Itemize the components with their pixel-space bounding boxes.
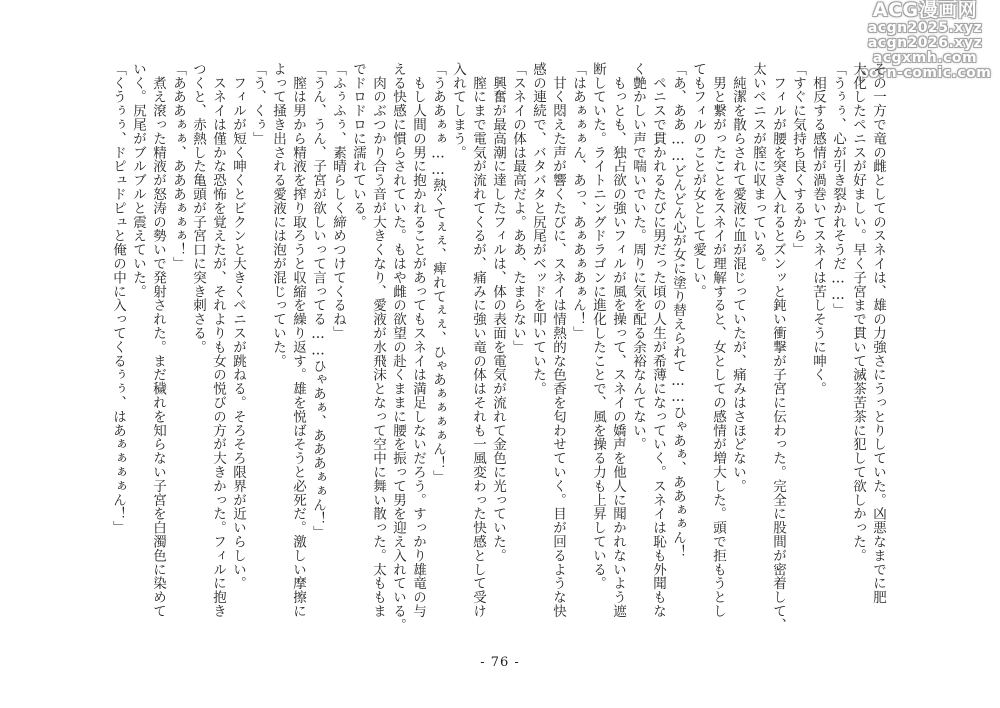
text-line: ペニスで貫かれるたびに男だった頃の人生が希薄になっていく。スネイは恥も外聞もな xyxy=(650,62,666,618)
text-line: 膣は男から精液を搾り取ろうと収縮を繰り返す。雄を悦ばそうと必死だ。激しい摩擦に xyxy=(290,62,306,618)
text-line: 太いペニスが膣に収まっている。 xyxy=(750,62,766,271)
text-line: フィルが腰を突き入れるとズンッと鈍い衝撃が子宮に伝わった。完全に股間が密着して、 xyxy=(770,62,786,632)
text-line: 感の連続で、バタバタと尻尾がベッドを叩いていた。 xyxy=(530,62,546,396)
text-line: もし人間の男に抱かれることがあってもスネイは満足しないだろう。すっかり雄竜の与 xyxy=(410,62,426,618)
text-line: 「うん、うん、子宮が欲しいって言ってる……ひゃあぁ、あああぁぁん！」 xyxy=(310,62,326,540)
text-line: つくと、赤熱した亀頭が子宮口に突き刺さる。 xyxy=(190,62,206,354)
text-line: 「すぐに気持ち良くするから」 xyxy=(790,62,806,257)
text-line: フィルが短く呻くとビクンと大きくペニスが跳ねる。そろそろ限界が近いらしい。 xyxy=(230,62,246,591)
text-line: 煮え滾った精液が怒涛の勢いで発射された。まだ穢れを知らない子宮を白濁色に染めて xyxy=(150,62,166,618)
text-line: 「うぅぅ、心が引き裂かれそうだ……」 xyxy=(830,62,846,318)
text-line: 「くうぅぅ、ドピュドピュと俺の中に入ってくるぅぅ、はあぁぁぁぁん！」 xyxy=(110,62,126,535)
text-line: 甘く悶えた声が響くたびに、スネイは情熱的な色香を匂わせていく。目が回るような快 xyxy=(550,62,566,618)
text-line: 「うああぁぁ……熱くてぇぇ、痺れてぇぇ、ひゃあぁぁぁぁん！」 xyxy=(430,62,446,484)
watermark-line: porn-comic.com xyxy=(858,65,992,81)
vertical-text-block xyxy=(108,62,888,654)
watermark-line: acgxmh.com xyxy=(872,50,978,66)
text-line: 純潔を散らされて愛液に血が混じっていたが、痛みはさほどない。 xyxy=(730,62,746,493)
text-line: てもフィルのことが女として愛しい。 xyxy=(690,62,706,299)
text-line: でドロドロに濡れている。 xyxy=(350,62,366,229)
text-line: く艶かしい声で喘いでいた。周りに気を配る余裕なんてない。 xyxy=(630,62,646,452)
text-line: いく。尻尾がブルブルと震えていた。 xyxy=(130,62,146,299)
text-line: 相反する感情が渦巻いてスネイは苦しそうに呻く。 xyxy=(810,62,826,396)
text-line: 膣にまで電気が流れてくるが、痛みに強い竜の体はそれも一風変わった快感として受け xyxy=(470,62,486,618)
text-line: える快感に慣らされていた。もはや雌の欲望の赴くままに腰を振って男を迎え入れている。 xyxy=(390,62,406,632)
text-line: 「ふぅふぅ、素晴らしく締めつけてくるね」 xyxy=(330,62,346,340)
text-line: 入れてしまう。 xyxy=(450,62,466,160)
watermark-line: acgn2026.xyz xyxy=(867,35,983,51)
watermark-line: ACG漫画网 xyxy=(872,0,978,21)
text-line: 「う、くぅ」 xyxy=(250,62,266,146)
text-line: 肉のぶつかり合う音が大きくなり、愛液が水飛沫となって空中に舞い散った。太ももま xyxy=(370,62,386,618)
watermark-line: acgn2025.xyz xyxy=(867,20,983,36)
text-line: 興奮が最高潮に達したフィルは、体の表面を電気が流れて金色に光っていた。 xyxy=(490,62,506,563)
page-number: - 76 - xyxy=(480,655,520,670)
text-line: 男と繋がったことをスネイが理解すると、女としての感情が増大した。頭で拒もうとし xyxy=(710,62,726,618)
text-line: 「はあぁぁぁん、あっ、あぁあぁあぁん！」 xyxy=(570,62,586,340)
text-line: 大化したペニスが好ましい。早く子宮まで貫いて滅茶苦茶に犯して欲しかった。 xyxy=(850,62,866,563)
text-line: よって掻き出される愛液には泡が混じっていた。 xyxy=(270,62,286,368)
text-line: その一方で竜の雌としてのスネイは、雄の力強さにうっとりしていた。凶悪なまでに肥 xyxy=(870,62,886,605)
text-line: もっとも、独占欲の強いフィルが風を操って、スネイの嬌声を他人に聞かれないよう遮 xyxy=(610,62,626,618)
text-line: 断していた。ライトニングドラゴンに進化したことで、風を操る力も上昇している。 xyxy=(590,62,606,591)
text-line: 「あ、ああ……どんどん心が女に塗り替えられて……ひゃあぁ、ああぁぁん！ xyxy=(670,62,686,559)
text-line: 「スネイの体は最高だよ。ああ、たまらない」 xyxy=(510,62,526,354)
text-line: スネイは僅かな恐怖を覚えたが、それよりも女の悦びの方が大きかった。フィルに抱き xyxy=(210,62,226,618)
text-line: 「あああぁぁ、あああぁぁぁ！」 xyxy=(170,62,186,271)
